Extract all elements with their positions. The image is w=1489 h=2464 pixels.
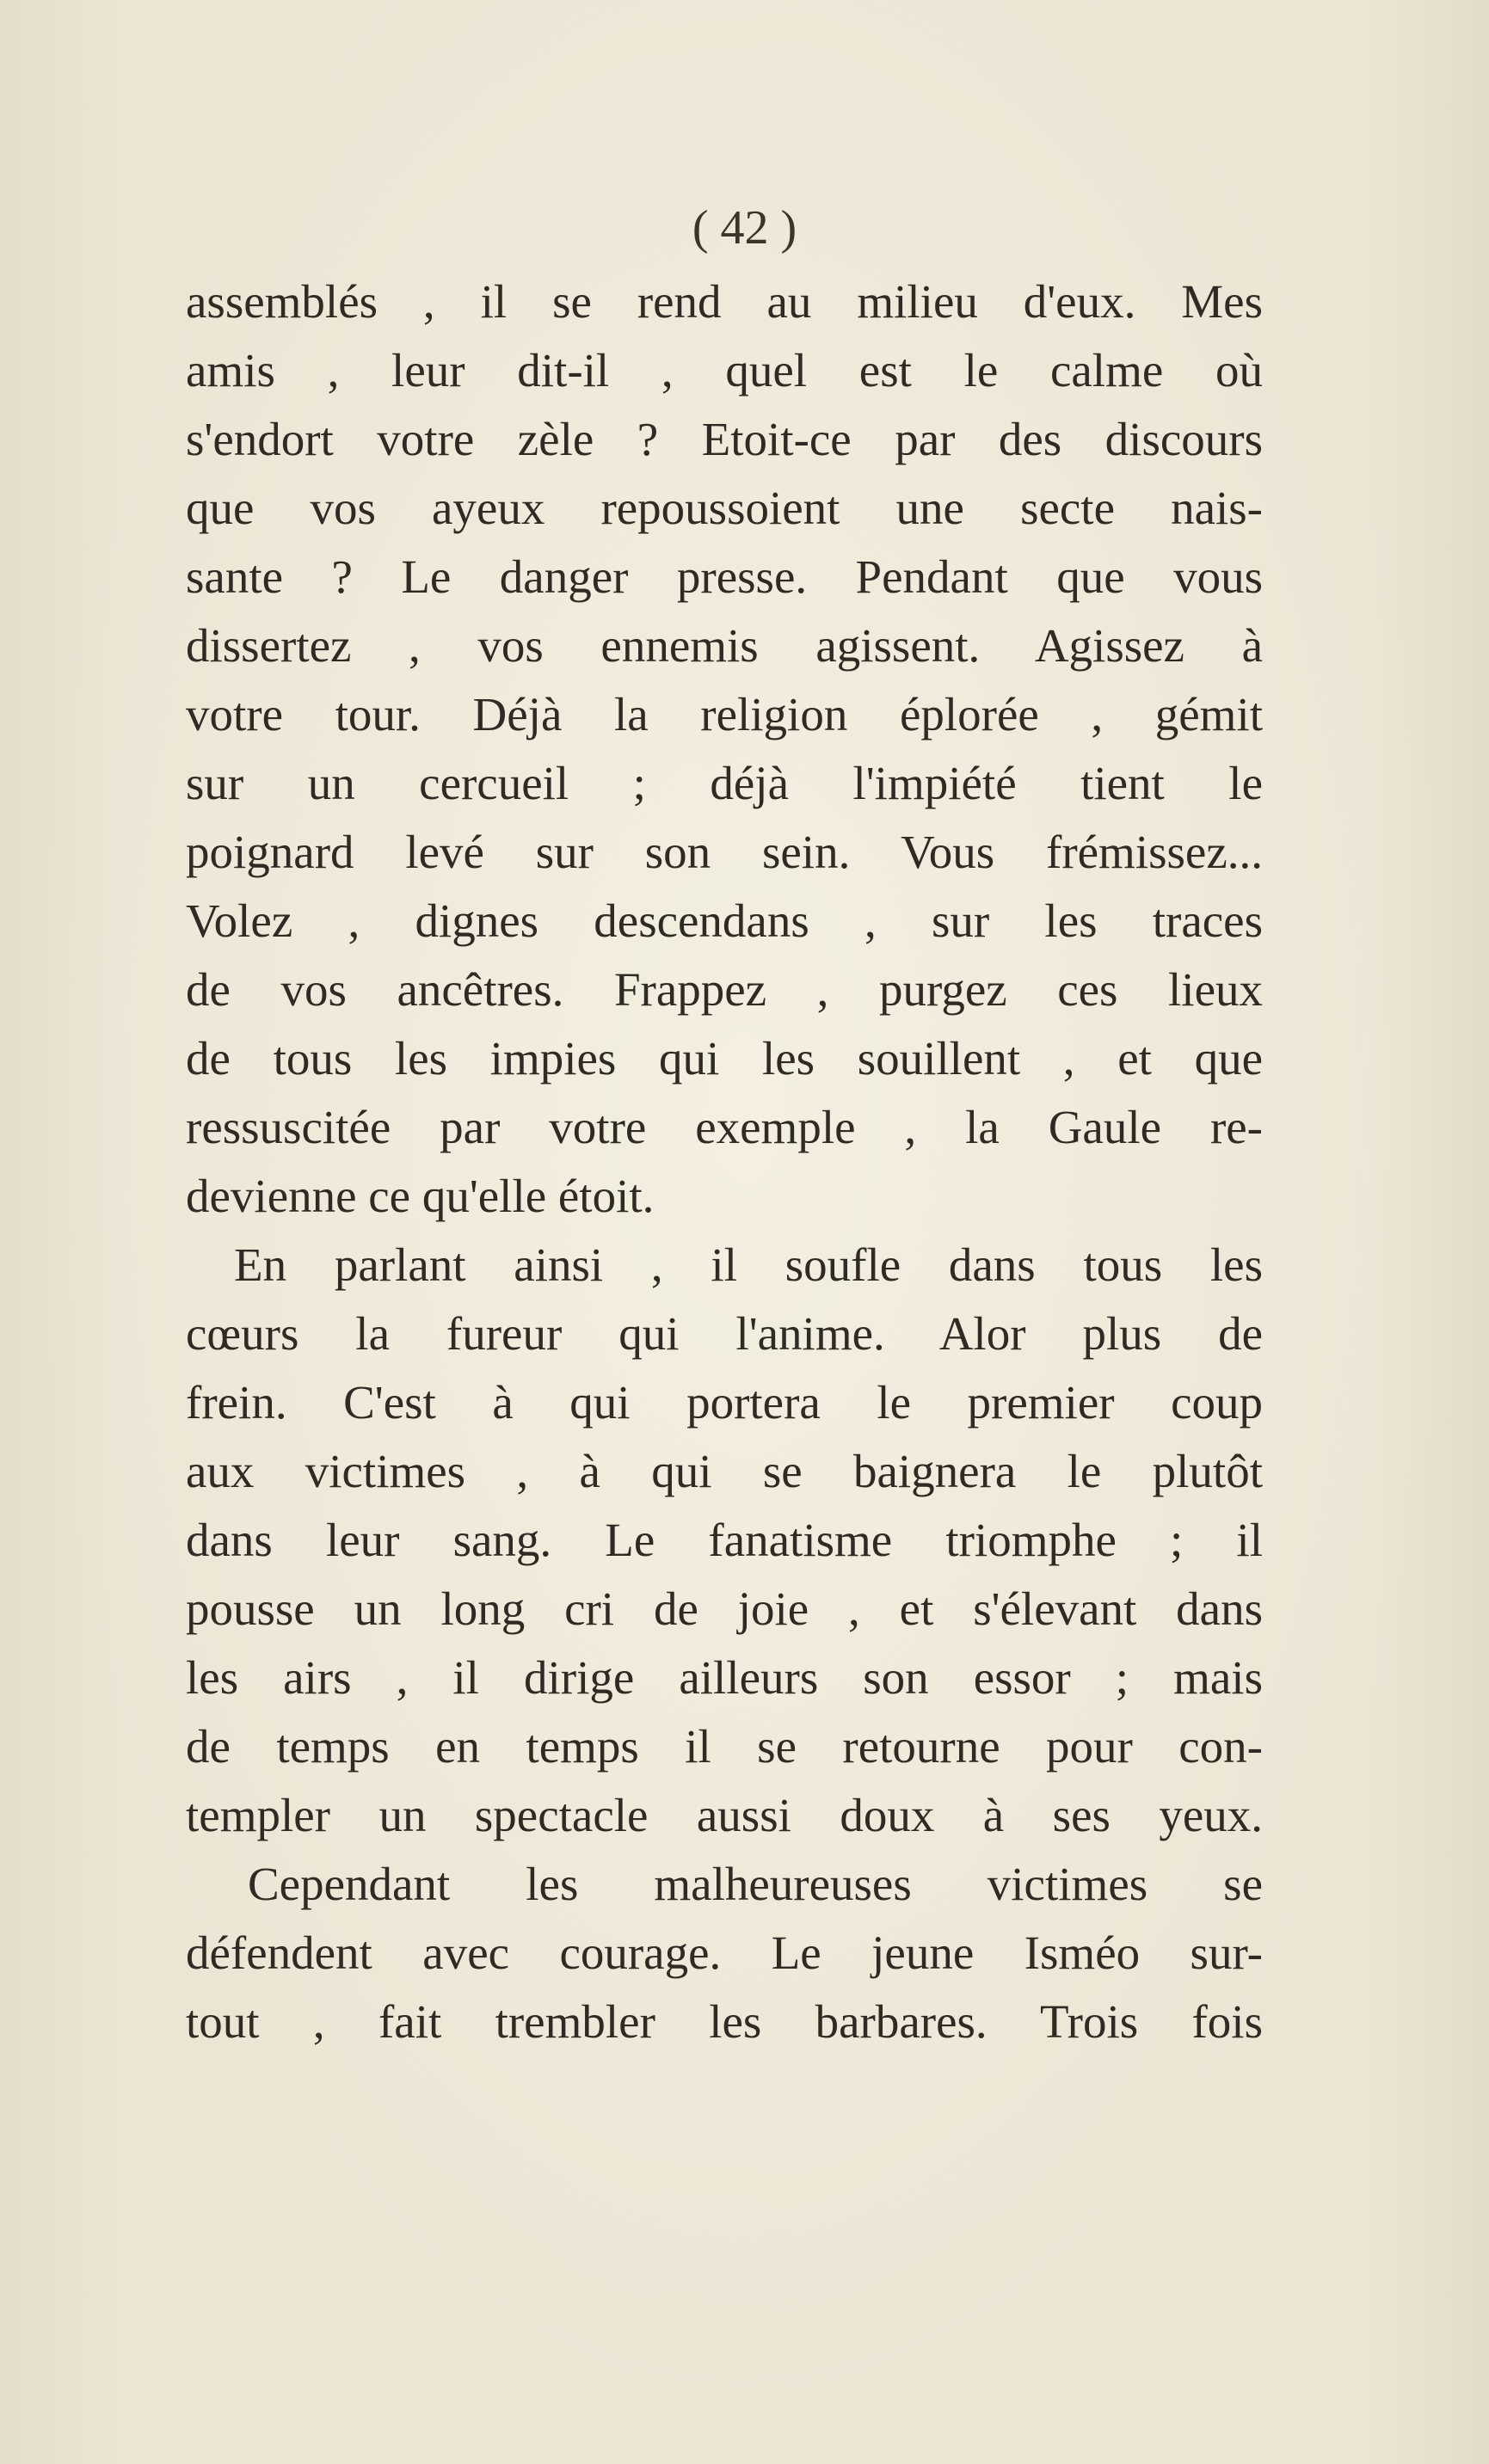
text-line: sur un cercueil ; déjà l'impiété tient le (186, 757, 1263, 809)
text-line: poignard levé sur son sein. Vous frémissez... (186, 826, 1263, 878)
text-line: votre tour. Déjà la religion éplorée , gémit (186, 688, 1263, 740)
text-line: Volez , dignes descendans , sur les traces (186, 894, 1263, 947)
text-line: Cependant les malheureuses victimes se (248, 1858, 1263, 1910)
text-line: de temps en temps il se retourne pour con- (186, 1720, 1263, 1773)
text-line: aux victimes , à qui se baignera le plutôt (186, 1445, 1263, 1497)
text-line: dissertez , vos ennemis agissent. Agissez à (186, 619, 1263, 672)
text-line: sante ? Le danger presse. Pendant que vous (186, 550, 1263, 603)
text-line: s'endort votre zèle ? Etoit-ce par des discours (186, 413, 1263, 465)
body-text (186, 267, 1263, 2056)
text-line: templer un spectacle aussi doux à ses yeux. (186, 1789, 1263, 1841)
text-line: amis , leur dit-il , quel est le calme où (186, 344, 1263, 396)
text-line: de vos ancêtres. Frappez , purgez ces lieux (186, 963, 1263, 1016)
page-number: ( 42 ) (692, 201, 797, 255)
text-line: que vos ayeux repoussoient une secte nais- (186, 482, 1263, 534)
text-line: devienne ce qu'elle étoit. (186, 1170, 655, 1222)
text-line: défendent avec courage. Le jeune Isméo sur- (186, 1926, 1263, 1979)
text-line: tout , fait trembler les barbares. Trois fois (186, 1995, 1263, 2048)
text-line: les airs , il dirige ailleurs son essor ; mais (186, 1651, 1263, 1704)
text-line: En parlant ainsi , il soufle dans tous les (234, 1238, 1263, 1291)
text-line: dans leur sang. Le fanatisme triomphe ; il (186, 1514, 1263, 1566)
text-line: pousse un long cri de joie , et s'élevant dans (186, 1582, 1263, 1635)
text-line: de tous les impies qui les souillent , et que (186, 1032, 1263, 1085)
text-line: frein. C'est à qui portera le premier coup (186, 1376, 1263, 1429)
text-line: cœurs la fureur qui l'anime. Alor plus de (186, 1307, 1263, 1360)
text-line: ressuscitée par votre exemple , la Gaule re- (186, 1101, 1263, 1153)
text-line: assemblés , il se rend au milieu d'eux. Mes (186, 275, 1263, 328)
